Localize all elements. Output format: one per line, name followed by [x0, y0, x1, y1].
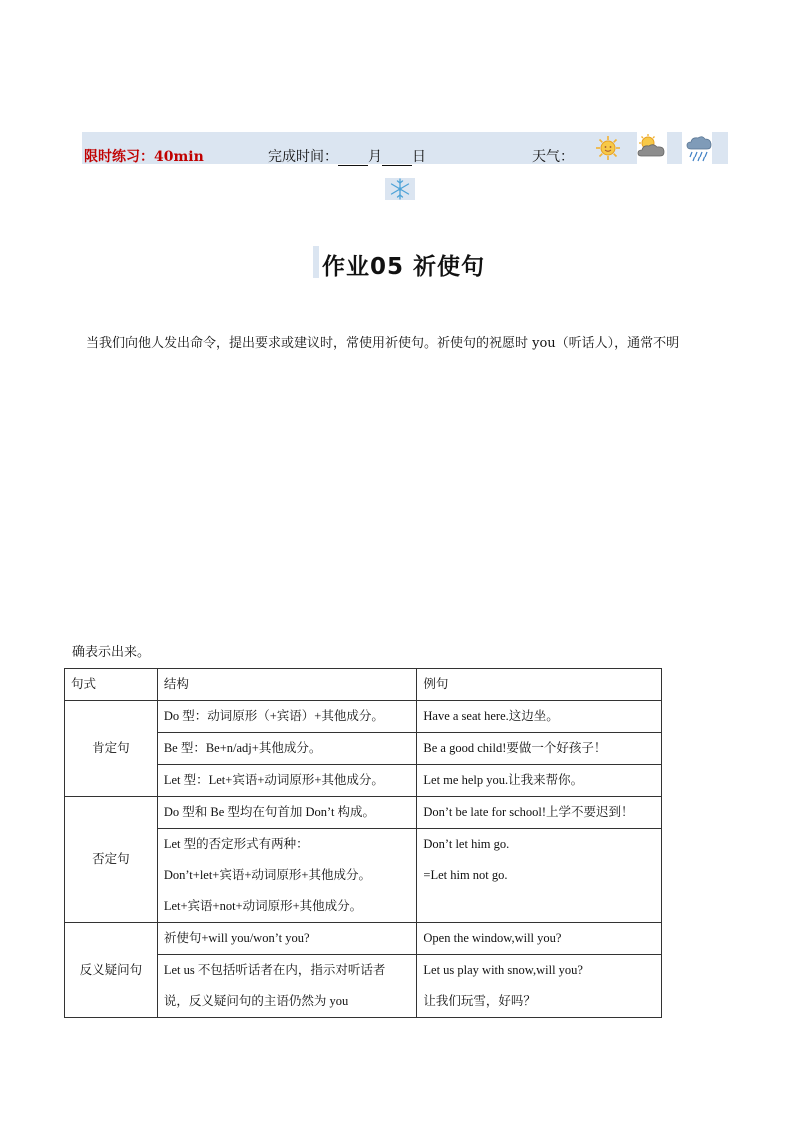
- table-row: [65, 701, 662, 733]
- example-cell: [417, 955, 662, 1018]
- structure-cell: 祈使句+will you/won’t you?: [157, 923, 417, 955]
- example-cell: Have a seat here.这边坐。: [417, 701, 662, 733]
- structure-line: Don’t+let+宾语+动词原形+其他成分。: [163, 868, 371, 882]
- day-blank[interactable]: [382, 152, 412, 166]
- header-cell-example: 例句: [417, 669, 662, 701]
- structure-line: Let 型的否定形式有两种：: [163, 837, 309, 851]
- snow-icon-box: [385, 178, 415, 200]
- section-label-tag-question: 反义疑问句: [65, 923, 158, 1018]
- example-line: =Let him not go.: [423, 868, 508, 882]
- intro-text-line1: 当我们向他人发出命令，提出要求或建议时，常使用祈使句。祈使句的祝愿时 you（听话人），通常不明: [86, 336, 680, 351]
- structure-line: Let+宾语+not+动词原形+其他成分。: [163, 899, 363, 913]
- example-cell: Let me help you.让我来帮你。: [417, 765, 662, 797]
- section-label-negative: 否定句: [65, 797, 158, 923]
- page-title: 作业05 祈使句: [322, 254, 486, 280]
- header-banner: [82, 132, 728, 164]
- rain-icon[interactable]: [686, 134, 712, 162]
- timed-practice-label: 限时练习：40min: [84, 149, 204, 165]
- example-cell: Be a good child!要做一个好孩子！: [417, 733, 662, 765]
- example-cell: Don’t be late for school!上学不要迟到！: [417, 797, 662, 829]
- structure-cell: [157, 955, 417, 1018]
- structure-cell: Do 型和 Be 型均在句首加 Don’t 构成。: [157, 797, 417, 829]
- example-cell: Open the window,will you?: [417, 923, 662, 955]
- title-accent-bar: [313, 246, 319, 278]
- table-row: [65, 923, 662, 955]
- section-label-affirmative: 肯定句: [65, 701, 158, 797]
- header-cell-sentence-type: 句式: [65, 669, 158, 701]
- month-blank[interactable]: [338, 152, 368, 166]
- completion-time: [268, 146, 426, 166]
- day-label: 日: [412, 149, 426, 165]
- table-header-row: [65, 669, 662, 701]
- completion-label: 完成时间：: [268, 149, 338, 165]
- structure-cell: Be 型：Be+n/adj+其他成分。: [157, 733, 417, 765]
- weather-label: 天气：: [532, 149, 574, 165]
- table-row: [65, 797, 662, 829]
- intro-text-line2: 确表示出来。: [72, 645, 151, 660]
- example-line: Don’t let him go.: [423, 837, 510, 851]
- sun-icon[interactable]: [595, 135, 621, 161]
- example-line: 让我们玩雪，好吗？: [423, 994, 536, 1008]
- grammar-table: [64, 668, 662, 1018]
- structure-cell: Let 型：Let+宾语+动词原形+其他成分。: [157, 765, 417, 797]
- month-label: 月: [368, 149, 382, 165]
- header-cell-structure: 结构: [157, 669, 417, 701]
- example-cell: [417, 829, 662, 923]
- snow-icon[interactable]: [385, 178, 415, 200]
- example-line: Let us play with snow,will you?: [423, 963, 583, 977]
- structure-cell: [157, 829, 417, 923]
- structure-line: Let us 不包括听话者在内，指示对听话者: [163, 963, 386, 977]
- partly-cloudy-icon[interactable]: [636, 134, 666, 160]
- structure-cell: Do 型：动词原形（+宾语）+其他成分。: [157, 701, 417, 733]
- structure-line: 说，反义疑问句的主语仍然为 you: [163, 994, 349, 1008]
